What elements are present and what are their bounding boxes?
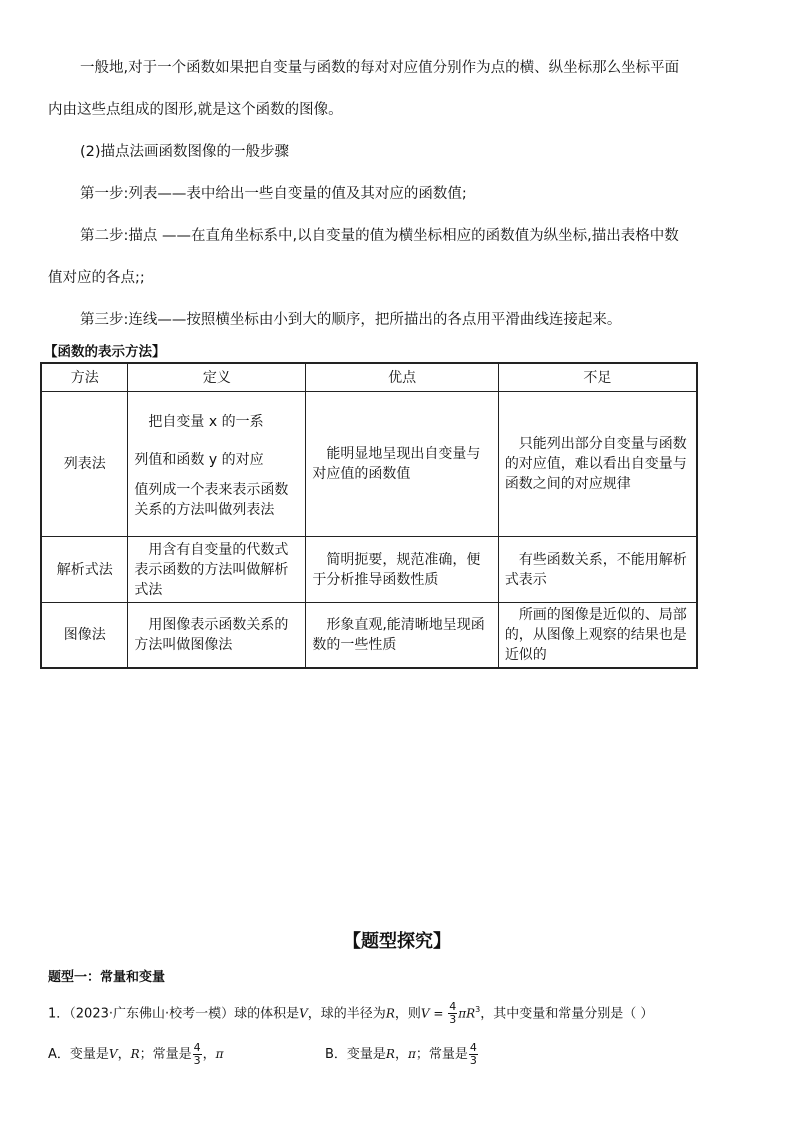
option-a-sep: ，: [117, 1047, 131, 1062]
advantage-cell: [306, 537, 498, 603]
shortcoming-cell: [498, 392, 697, 537]
definition-cell: [128, 537, 306, 603]
option-a-label: A．变量是: [48, 1047, 109, 1062]
question-type-label: 题型一：常量和变量: [48, 970, 166, 985]
definition-text-3: 值列成一个表来表示函数关系的方法叫做列表法: [134, 482, 289, 518]
option-b-sep: ，: [394, 1047, 408, 1062]
q1-var-v: V: [299, 1006, 308, 1021]
definition-line-1: 一般地,对于一个函数如果把自变量与函数的每对对应值分别作为点的横、纵坐标那么坐标平面: [80, 60, 680, 76]
step-3: 第三步:连线——按照横坐标由小到大的顺序，把所描出的各点用平滑曲线连接起来。: [80, 312, 622, 328]
option-a[interactable]: [48, 1042, 224, 1067]
table-section-title: 【函数的表示方法】: [44, 344, 166, 360]
advantage-cell: [306, 603, 498, 669]
header-shortcoming: 不足: [498, 363, 697, 392]
step-2-line-1: 第二步:描点 ——在直角坐标系中,以自变量的值为横坐标相应的函数值为纵坐标,描出表格中数: [80, 228, 679, 244]
fraction-denominator: 3: [469, 1054, 477, 1067]
table-header-row: [41, 363, 697, 392]
definition-text-1: 把自变量 x 的一系: [148, 414, 264, 430]
definition-line-2: 内由这些点组成的图形,就是这个函数的图像。: [48, 102, 343, 118]
table-row: [41, 603, 697, 669]
fraction-numerator: 4: [469, 1041, 477, 1054]
method-cell: 列表法: [41, 392, 128, 537]
q1-mid2: ，则: [394, 1006, 421, 1022]
step-1: 第一步:列表——表中给出一些自变量的值及其对应的函数值;: [80, 186, 467, 202]
steps-title: (2)描点法画函数图像的一般步骤: [80, 144, 290, 160]
method-cell: 解析式法: [41, 537, 128, 603]
option-b-pi: π: [407, 1047, 416, 1061]
definition-text: 用图像表示函数关系的方法叫做图像法: [134, 617, 289, 653]
option-b-const-label: ；常量是: [415, 1047, 468, 1062]
header-definition: 定义: [128, 363, 306, 392]
fraction-denominator: 3: [449, 1013, 457, 1027]
question-section-heading: 【题型探究】: [343, 931, 451, 952]
question-1-stem: [48, 1000, 653, 1026]
shortcoming-cell: [498, 603, 697, 669]
q1-suffix: ，其中变量和常量分别是（ ）: [480, 1006, 654, 1022]
option-a-sep2: ，: [202, 1047, 216, 1062]
shortcoming-cell: [498, 537, 697, 603]
q1-formula-r: R: [466, 1006, 476, 1021]
q1-formula-lhs: V =: [420, 1006, 448, 1021]
definition-cell: [128, 603, 306, 669]
option-a-var-v: V: [108, 1047, 118, 1061]
option-b-var-r: R: [385, 1047, 395, 1061]
q1-var-r: R: [385, 1006, 395, 1021]
option-a-const-label: ；常量是: [139, 1047, 192, 1062]
q1-prefix: 1．（2023·广东佛山·校考一模）球的体积是: [48, 1006, 300, 1022]
option-b-fraction: [469, 1042, 478, 1067]
fraction-numerator: 4: [193, 1041, 201, 1054]
q1-formula-exponent: 3: [475, 1005, 481, 1014]
header-method: 方法: [41, 363, 128, 392]
method-cell: 图像法: [41, 603, 128, 669]
option-a-var-r: R: [130, 1047, 140, 1061]
step-2-line-2: 值对应的各点;;: [48, 270, 145, 286]
representation-methods-table: [40, 362, 698, 669]
table-row: [41, 537, 697, 603]
header-advantage: 优点: [306, 363, 498, 392]
shortcoming-text: 只能列出部分自变量与函数的对应值，难以看出自变量与函数之间的对应规律: [504, 436, 687, 492]
q1-formula-pi: π: [458, 1006, 467, 1021]
advantage-text: 简明扼要，规范准确，便于分析推导函数性质: [312, 551, 481, 588]
advantage-cell: [306, 392, 498, 537]
option-a-pi: π: [215, 1047, 224, 1061]
table-row: [41, 392, 697, 537]
fraction-numerator: 4: [449, 1000, 457, 1014]
definition-text-2: 列值和函数 y 的对应: [134, 452, 264, 468]
advantage-text: 能明显地呈现出自变量与对应值的函数值: [312, 446, 481, 482]
option-b[interactable]: [325, 1042, 479, 1067]
shortcoming-text: 有些函数关系，不能用解析式表示: [504, 551, 687, 588]
shortcoming-text: 所画的图像是近似的、局部的，从图像上观察的结果也是近似的: [504, 607, 687, 663]
definition-cell: [128, 392, 306, 537]
q1-formula-fraction: [448, 1001, 457, 1026]
option-b-label: B．变量是: [325, 1047, 386, 1062]
q1-mid1: ，球的半径为: [307, 1006, 386, 1022]
advantage-text: 形象直观,能清晰地呈现函数的一些性质: [312, 617, 485, 653]
option-a-fraction: [193, 1042, 202, 1067]
definition-text: 用含有自变量的代数式表示函数的方法叫做解析式法: [134, 541, 289, 598]
fraction-denominator: 3: [193, 1054, 201, 1067]
